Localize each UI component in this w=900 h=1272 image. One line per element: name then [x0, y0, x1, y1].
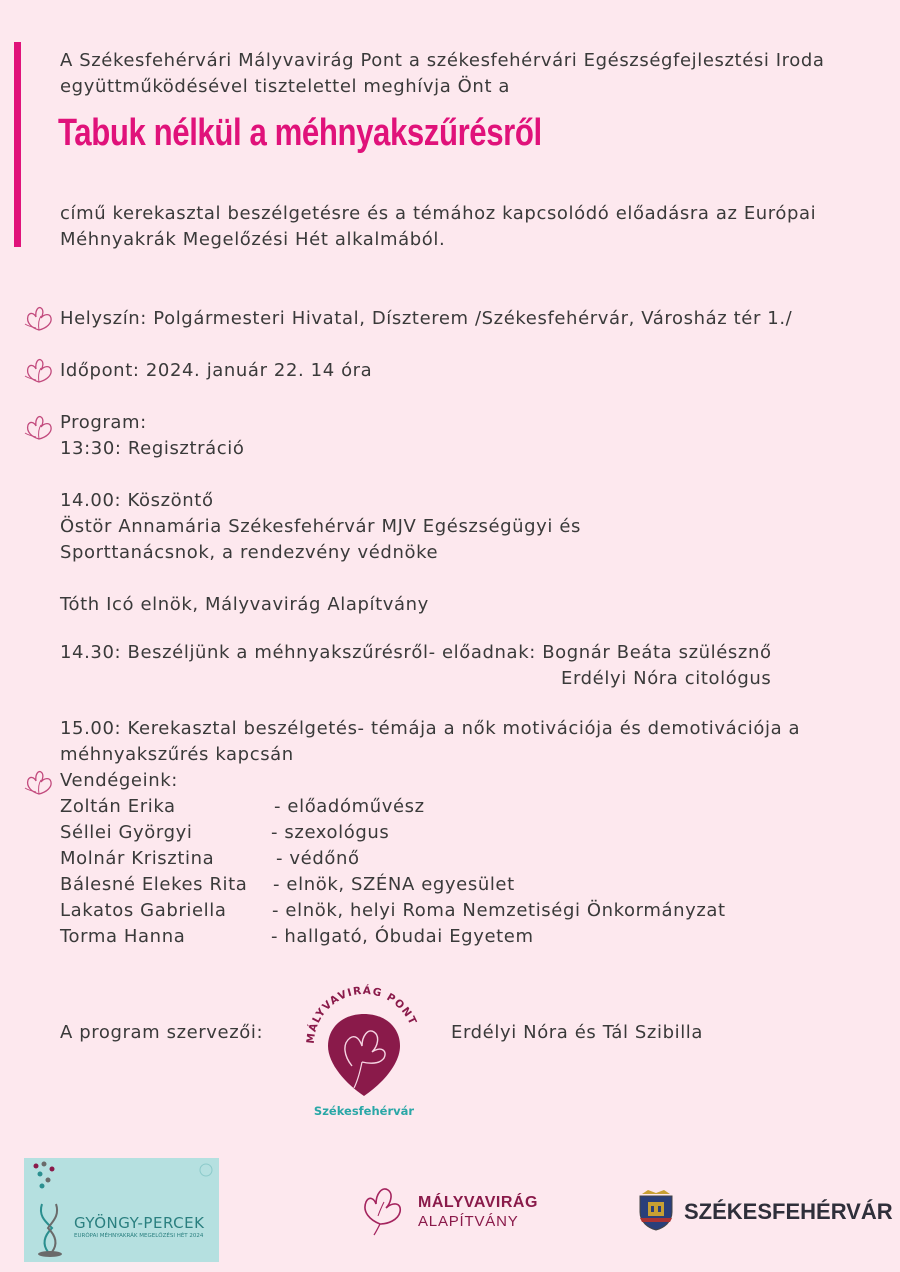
guest-role: - elnök, helyi Roma Nemzetiségi Önkormányzat: [272, 900, 726, 921]
guest-name: Molnár Krisztina: [60, 848, 215, 869]
guest-name: Séllei Györgyi: [60, 822, 193, 843]
organizers-names: Erdélyi Nóra és Tál Szibilla: [451, 1022, 704, 1043]
page-title: Tabuk nélkül a méhnyakszűrésről: [58, 112, 542, 154]
program-heading: Program:: [60, 412, 147, 433]
guest-name: Bálesné Elekes Rita: [60, 874, 248, 895]
guest-role: - hallgató, Óbudai Egyetem: [271, 926, 534, 947]
guest-name: Torma Hanna: [60, 926, 186, 947]
pearls-icon: [28, 1160, 76, 1258]
intro-line-2: együttműködésével tisztelettel meghívja Önt a: [60, 76, 511, 97]
gyongy-percek-logo: [24, 1158, 219, 1262]
program-talk-speaker-2: Erdélyi Nóra citológus: [561, 668, 772, 689]
guest-role: - szexológus: [271, 822, 390, 843]
alapitvany-line-1: MÁLYVAVIRÁG: [418, 1194, 538, 1211]
malyvavirag-pont-logo: [296, 980, 432, 1120]
logo-arc-text: MÁLYVAVIRÁG PONT: [304, 984, 419, 1045]
gyongy-subtitle: EURÓPAI MÉHNYAKRÁK MEGELŐZÉSI HÉT 2024: [74, 1233, 204, 1239]
guest-role: - védőnő: [276, 848, 360, 869]
guest-role: - elnök, SZÉNA egyesület: [273, 874, 515, 895]
program-welcome: 14.00: Köszöntő: [60, 490, 214, 511]
accent-bar: [14, 42, 21, 247]
city-name: SZÉKESFEHÉRVÁR: [684, 1199, 893, 1224]
guest-name: Zoltán Erika: [60, 796, 176, 817]
malyvavirag-alapitvany-logo: [354, 1180, 538, 1236]
mallow-flower-icon: [354, 1180, 410, 1236]
subtitle-line-1: című kerekasztal beszélgetésre és a témához kapcsolódó előadásra az Európai: [60, 203, 817, 224]
location-text: Helyszín: Polgármesteri Hivatal, Díszterem /Székesfehérvár, Városház tér 1./: [60, 308, 793, 329]
flower-icon: [22, 768, 56, 798]
program-welcome-speaker-3: Tóth Icó elnök, Mályvavirág Alapítvány: [60, 594, 429, 615]
flower-icon: [22, 356, 56, 386]
program-talk: 14.30: Beszéljünk a méhnyakszűrésről- előadnak: Bognár Beáta szülésznő: [60, 642, 772, 663]
program-welcome-speaker-2: Sporttanácsnok, a rendezvény védnöke: [60, 542, 439, 563]
guest-name: Lakatos Gabriella: [60, 900, 227, 921]
guest-role: - előadóművész: [274, 796, 425, 817]
program-roundtable-1: 15.00: Kerekasztal beszélgetés- témája a nők motivációja és demotivációja a: [60, 718, 801, 739]
flower-icon: [22, 413, 56, 443]
gyongy-title: GYÖNGY-PERCEK: [74, 1214, 205, 1232]
program-welcome-speaker-1: Östör Annamária Székesfehérvár MJV Egészségügyi és: [60, 516, 582, 537]
alapitvany-line-2: ALAPÍTVÁNY: [418, 1213, 519, 1230]
malyvavirag-pont-emblem: [296, 980, 432, 1120]
intro-line-1: A Székesfehérvári Mályvavirág Pont a székesfehérvári Egészségfejlesztési Iroda: [60, 50, 825, 71]
program-roundtable-2: méhnyakszűrés kapcsán: [60, 744, 294, 765]
coat-of-arms-icon: [636, 1188, 676, 1232]
guests-heading: Vendégeink:: [60, 770, 178, 791]
logo-city-text: Székesfehérvár: [313, 1104, 415, 1118]
flower-icon: [22, 304, 56, 334]
program-registration: 13:30: Regisztráció: [60, 438, 245, 459]
date-text: Időpont: 2024. január 22. 14 óra: [60, 360, 373, 381]
subtitle-line-2: Méhnyakrák Megelőzési Hét alkalmából.: [60, 229, 446, 250]
ribbon-icon: [198, 1162, 214, 1178]
organizers-label: A program szervezői:: [60, 1022, 264, 1043]
szekesfehervar-logo: [636, 1188, 893, 1232]
